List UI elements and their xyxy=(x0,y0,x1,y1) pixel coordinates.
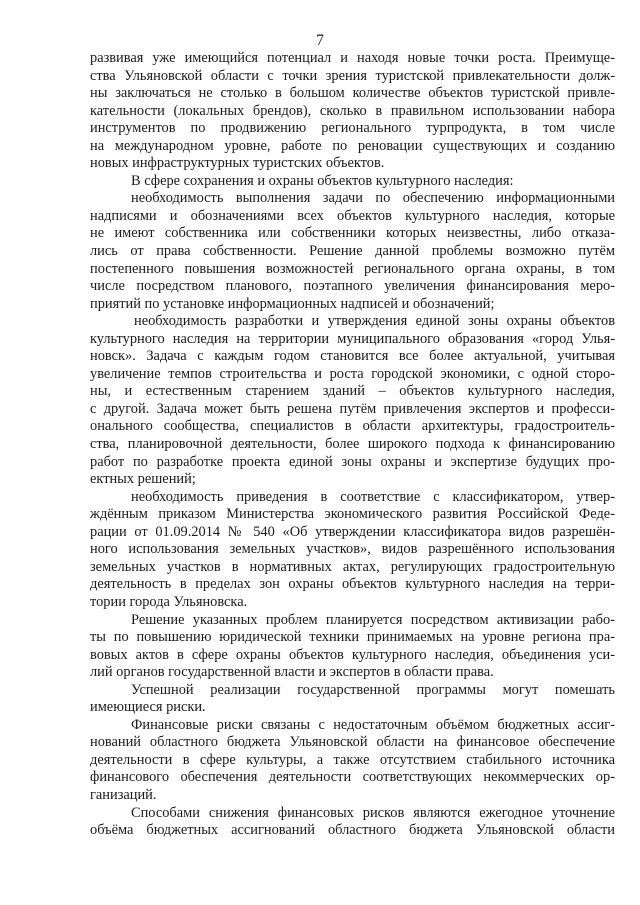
text-line: с другой. Задача может быть решена путём привлечения экспертов и професси- xyxy=(90,400,615,417)
text-line: ты по повышению юридической техники принимаемых на уровне региона пра- xyxy=(90,629,615,646)
text-line: деятельность в пределах зон охраны объектов культурного наследия на терри- xyxy=(90,576,615,593)
text-line: объёма бюджетных ассигнований областного бюджета Ульяновской области xyxy=(90,822,615,839)
text-line: развивая уже имеющийся потенциал и находя новые точки роста. Преимуще- xyxy=(90,50,615,66)
text-line: ны заключаться не столько в большом количестве объектов туристской привле- xyxy=(90,85,615,102)
text-line: деятельности в сфере культуры, а также отсутствием стабильного источника xyxy=(90,751,615,768)
text-line: ства Ульяновской области с точки зрения туристской привлекательности долж- xyxy=(90,67,615,84)
text-line: Способами снижения финансовых рисков являются ежегодное уточнение xyxy=(131,804,615,821)
text-line: числе посредством планового, поэтапного увеличения финансирования меро- xyxy=(90,278,615,295)
text-line: работ по разработке проекта единой зоны охраны и экспертизе будущих про- xyxy=(90,453,615,470)
text-line: на международном уровне, работе по реновации существующих и созданию xyxy=(90,137,615,154)
text-line: земельных участков в нормативных актах, регулирующих градостроительную xyxy=(90,558,615,575)
text-line: инструментов по продвижению регионального турпродукта, в том числе xyxy=(90,120,615,137)
text-line: имеющиеся риски. xyxy=(90,699,206,716)
text-line: В сфере сохранения и охраны объектов культурного наследия: xyxy=(131,172,514,189)
text-line: ны, и естественным старением зданий – объектов культурного наследия, xyxy=(90,383,615,400)
text-line: необходимость приведения в соответствие с классификатором, утвер- xyxy=(131,488,615,505)
document-body xyxy=(90,50,615,840)
text-line: кательности (локальных брендов), сколько в правильном использовании набора xyxy=(90,102,615,119)
text-line: необходимость выполнения задачи по обеспечению информационными xyxy=(131,190,615,207)
text-line: новск». Задача с каждым годом становится все более актуальной, учитывая xyxy=(90,348,615,365)
text-line: лись от права собственности. Решение данной проблемы возможно путём xyxy=(90,243,615,260)
text-line: лий органов государственной власти и экспертов в области права. xyxy=(90,664,494,681)
text-line: не имеют собственника или собственники которых неизвестны, либо отказа- xyxy=(90,225,615,242)
text-line: ждённым приказом Министерства экономического развития Российской Феде- xyxy=(90,506,615,523)
text-line: надписями и обозначениями всех объектов культурного наследия, которые xyxy=(90,207,615,224)
text-line: постепенного повышения возможностей регионального органа охраны, в том xyxy=(90,260,615,277)
text-line: нований областного бюджета Ульяновской области на финансовое обеспечение xyxy=(90,734,615,751)
text-line: необходимость разработки и утверждения единой зоны охраны объектов xyxy=(134,313,615,330)
text-line: рации от 01.09.2014 № 540 «Об утверждении классификатора видов разрешён- xyxy=(90,523,615,540)
text-line: Успешной реализации государственной программы могут помешать xyxy=(131,681,615,698)
text-line: ства, планировочной деятельности, более широкого подхода к финансированию xyxy=(90,436,615,453)
text-line: ного использования земельных участков», видов разрешённого использования xyxy=(90,541,615,558)
text-line: финансового обеспечения деятельности соответствующих некоммерческих ор- xyxy=(90,769,615,786)
text-line: культурного наследия на территории муниципального образования «город Улья- xyxy=(90,330,615,347)
text-line: Решение указанных проблем планируется посредством активизации рабо- xyxy=(131,611,615,628)
text-line: Финансовые риски связаны с недостаточным объёмом бюджетных ассиг- xyxy=(131,716,615,733)
page-number: 7 xyxy=(316,32,324,49)
text-line: вовых актов в сфере охраны объектов культурного наследия, объединения уси- xyxy=(90,646,615,663)
text-line: новых инфраструктурных туристских объектов. xyxy=(90,155,385,172)
text-line: приятий по установке информационных надписей и обозначений; xyxy=(90,295,495,312)
text-line: ганизаций. xyxy=(90,786,157,803)
text-line: тории города Ульяновска. xyxy=(90,593,248,610)
text-line: увеличение темпов строительства и роста городской экономики, с одной сторо- xyxy=(90,365,615,382)
text-line: ектных решений; xyxy=(90,471,196,488)
text-line: онального сообщества, специалистов в области архитектуры, градостроитель- xyxy=(90,418,615,435)
